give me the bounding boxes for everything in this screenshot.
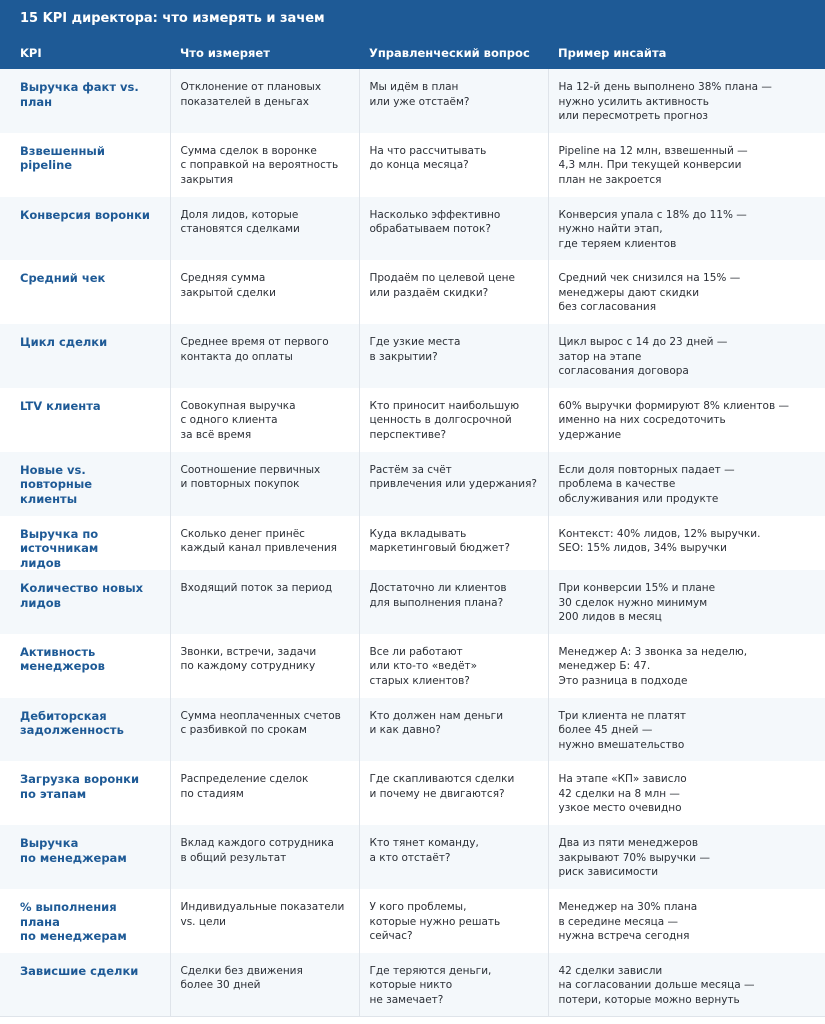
kpi-name: Количество новых лидов	[20, 581, 144, 610]
kpi-insight: 60% выручки формируют 8% клиентов — именно на них сосредоточить удержание	[548, 388, 825, 452]
kpi-measures: Сколько денег принёс каждый канал привлечения	[170, 516, 359, 571]
table-header	[0, 36, 825, 69]
kpi-measures: Индивидуальные показатели vs. цели	[170, 889, 359, 953]
kpi-name: Выручка по менеджерам	[20, 836, 127, 865]
kpi-name: Загрузка воронки по этапам	[20, 772, 140, 801]
kpi-name: % выполнения плана по менеджерам	[20, 900, 127, 944]
table-row	[0, 570, 825, 634]
kpi-insight: Pipeline на 12 млн, взвешенный — 4,3 млн. При текущей конверсии план не закроется	[548, 133, 825, 197]
kpi-measures: Распределение сделок по стадиям	[170, 761, 359, 825]
kpi-name: Выручка факт vs. план	[20, 80, 139, 109]
kpi-insight: Менеджер на 30% плана в середине месяца — нужна встреча сегодня	[548, 889, 825, 953]
kpi-question: Где теряются деньги, которые никто не замечает?	[359, 953, 548, 1017]
kpi-insight: Три клиента не платят более 45 дней — нужно вмешательство	[548, 698, 825, 762]
kpi-measures: Средняя сумма закрытой сделки	[170, 260, 359, 324]
table-row	[0, 825, 825, 889]
kpi-insight: 42 сделки зависли на согласовании дольше месяца — потери, которые можно вернуть	[548, 953, 825, 1017]
kpi-measures: Соотношение первичных и повторных покупок	[170, 452, 359, 516]
kpi-name: Зависшие сделки	[0, 953, 170, 1017]
table-row	[0, 388, 825, 452]
kpi-name: Активность менеджеров	[20, 644, 105, 674]
kpi-insight: Два из пяти менеджеров закрывают 70% выручки — риск зависимости	[548, 825, 825, 889]
kpi-measures: Отклонение от плановых показателей в деньгах	[170, 69, 359, 133]
table-row	[0, 324, 825, 388]
kpi-table	[0, 36, 825, 1017]
kpi-name: Конверсия воронки	[20, 207, 150, 222]
kpi-question: Где скапливаются сделки и почему не двигаются?	[359, 761, 548, 825]
kpi-measures: Сделки без движения более 30 дней	[170, 953, 359, 1017]
kpi-question: Кто приносит наибольшую ценность в долгосрочной перспективе?	[359, 388, 548, 452]
table-body	[0, 69, 825, 1017]
kpi-measures: Входящий поток за период	[170, 570, 359, 634]
kpi-name: Новые vs. повторные клиенты	[20, 462, 93, 506]
kpi-question: Продаём по целевой цене или раздаём скидки?	[359, 260, 548, 324]
table-row	[0, 452, 825, 516]
kpi-name: Дебиторская задолженность	[20, 708, 124, 738]
kpi-question: Кто тянет команду, а кто отстаёт?	[359, 825, 548, 889]
kpi-question: Все ли работают или кто-то «ведёт» старых клиентов?	[359, 634, 548, 698]
kpi-name: Средний чек	[20, 271, 106, 286]
table-row	[0, 133, 825, 197]
kpi-question: Насколько эффективно обрабатываем поток?	[359, 197, 548, 261]
kpi-insight: Контекст: 40% лидов, 12% выручки. SEO: 15% лидов, 34% выручки	[548, 516, 825, 571]
table-row	[0, 698, 825, 762]
kpi-measures: Сумма сделок в воронке с поправкой на вероятность закрытия	[170, 133, 359, 197]
kpi-name: Взвешенный pipeline	[20, 143, 105, 173]
kpi-question: Кто должен нам деньги и как давно?	[359, 698, 548, 762]
kpi-question: Куда вкладывать маркетинговый бюджет?	[359, 516, 548, 571]
header-measures: Что измеряет	[170, 36, 359, 69]
kpi-insight: Средний чек снизился на 15% — менеджеры дают скидки без согласования	[548, 260, 825, 324]
kpi-question: На что рассчитывать до конца месяца?	[359, 133, 548, 197]
kpi-measures: Доля лидов, которые становятся сделками	[170, 197, 359, 261]
kpi-question: Где узкие места в закрытии?	[359, 324, 548, 388]
kpi-question: Мы идём в план или уже отстаём?	[359, 69, 548, 133]
kpi-measures: Вклад каждого сотрудника в общий результат	[170, 825, 359, 889]
header-kpi: KPI	[0, 36, 170, 69]
kpi-insight: Конверсия упала с 18% до 11% — нужно найти этап, где теряем клиентов	[548, 197, 825, 261]
kpi-insight: При конверсии 15% и плане 30 сделок нужно минимум 200 лидов в месяц	[548, 570, 825, 634]
kpi-insight: Цикл вырос с 14 до 23 дней — затор на этапе согласования договора	[548, 324, 825, 388]
table-row	[0, 634, 825, 698]
header-question: Управленческий вопрос	[359, 36, 548, 69]
kpi-name: Цикл сделки	[20, 335, 108, 350]
kpi-insight: Менеджер А: 3 звонка за неделю, менеджер Б: 47. Это разница в подходе	[548, 634, 825, 698]
table-row	[0, 260, 825, 324]
kpi-question: У кого проблемы, которые нужно решать сейчас?	[359, 889, 548, 953]
table-row	[0, 197, 825, 261]
page-title	[0, 0, 825, 36]
kpi-measures: Звонки, встречи, задачи по каждому сотруднику	[170, 634, 359, 698]
header-insight: Пример инсайта	[548, 36, 825, 69]
table-row	[0, 761, 825, 825]
kpi-insight: На этапе «КП» зависло 42 сделки на 8 млн — узкое место очевидно	[548, 761, 825, 825]
table-row	[0, 889, 825, 953]
kpi-measures: Среднее время от первого контакта до оплаты	[170, 324, 359, 388]
kpi-question: Растём за счёт привлечения или удержания?	[359, 452, 548, 516]
kpi-measures: Сумма неоплаченных счетов с разбивкой по срокам	[170, 698, 359, 762]
kpi-insight: Если доля повторных падает — проблема в качестве обслуживания или продукте	[548, 452, 825, 516]
table-row	[0, 953, 825, 1017]
kpi-name: Выручка по источникам лидов	[20, 526, 99, 570]
kpi-insight: На 12-й день выполнено 38% плана — нужно усилить активность или пересмотреть прогноз	[548, 69, 825, 133]
kpi-name: LTV клиента	[20, 398, 101, 413]
kpi-question: Достаточно ли клиентов для выполнения плана?	[359, 570, 548, 634]
kpi-measures: Совокупная выручка с одного клиента за всё время	[170, 388, 359, 452]
page-title-text: 15 KPI директора: что измерять и зачем	[20, 10, 325, 26]
table-row	[0, 69, 825, 133]
table-row	[0, 516, 825, 571]
